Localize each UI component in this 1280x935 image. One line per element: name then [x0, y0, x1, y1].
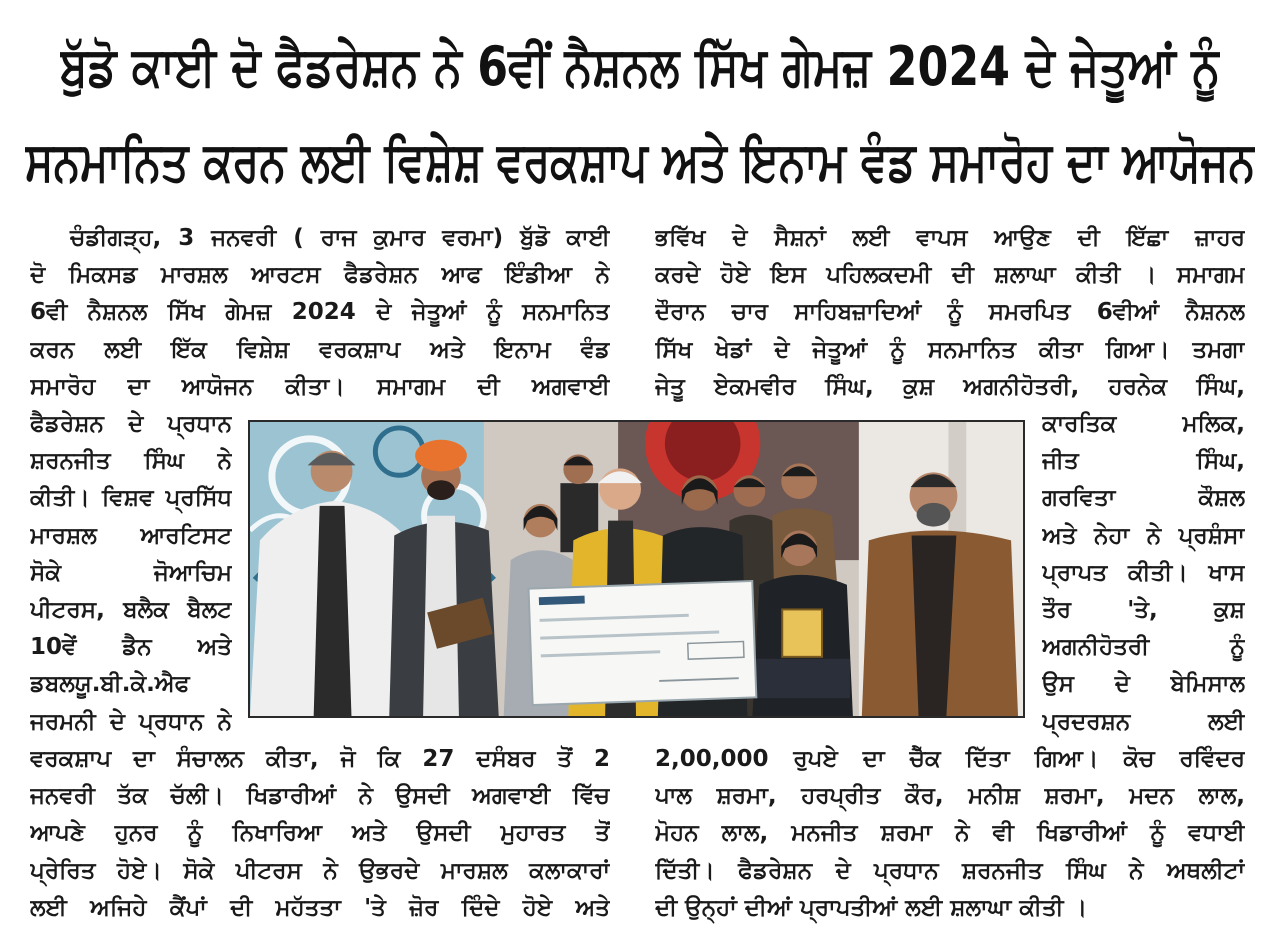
article-line: ਦੋ ਮਿਕਸਡ ਮਾਰਸ਼ਲ ਆਰਟਸ ਫੈਡਰੇਸ਼ਨ ਆਫ ਇੰਡੀਆ ਨੇ — [30, 262, 610, 289]
article-line: ਡਬਲਯੂ.ਬੀ.ਕੇ.ਐਫ — [30, 671, 190, 698]
article-line: ਕੀਤੀ। ਵਿਸ਼ਵ ਪ੍ਰਸਿੱਧ — [30, 485, 232, 512]
right-column-bottom — [655, 741, 1245, 927]
article-line: ਭਵਿੱਖ ਦੇ ਸੈਸ਼ਨਾਂ ਲਈ ਵਾਪਸ ਆਉਣ ਦੀ ਇੱਛਾ ਜ਼ਾਹਰ — [655, 225, 1245, 251]
article-line: ਦੌਰਾਨ ਚਾਰ ਸਾਹਿਬਜ਼ਾਦਿਆਂ ਨੂੰ ਸਮਰਪਿਤ 6ਵੀਆਂ ਨੈਸ਼ਨਲ — [655, 299, 1245, 326]
article-line: ਲਈ ਅਜਿਹੇ ਕੈਂਪਾਂ ਦੀ ਮਹੱਤਤਾ 'ਤੇ ਜ਼ੋਰ ਦਿੰਦੇ ਹੋਏ ਅਤੇ — [30, 894, 610, 921]
article-line: ਮੋਹਨ ਲਾਲ, ਮਨਜੀਤ ਸ਼ਰਮਾ ਨੇ ਵੀ ਖਿਡਾਰੀਆਂ ਨੂੰ ਵਧਾਈ — [655, 820, 1245, 847]
article-line: ਪ੍ਰਾਪਤ ਕੀਤੀ। ਖਾਸ — [1042, 559, 1245, 586]
article-line: ਸਮਾਰੋਹ ਦਾ ਆਯੋਜਨ ਕੀਤਾ। ਸਮਾਗਮ ਦੀ ਅਗਵਾਈ — [30, 373, 610, 400]
left-column-wrap — [30, 406, 232, 741]
article-line-last: ਦੀ ਉਨ੍ਹਾਂ ਦੀਆਂ ਪ੍ਰਾਪਤੀਆਂ ਲਈ ਸ਼ਲਾਘਾ ਕੀਤੀ । — [655, 894, 1088, 921]
article-line: ਫੈਡਰੇਸ਼ਨ ਦੇ ਪ੍ਰਧਾਨ — [30, 411, 232, 437]
article-line: ਜਨਵਰੀ ਤੱਕ ਚੱਲੀ। ਖਿਡਾਰੀਆਂ ਨੇ ਉਸਦੀ ਅਗਵਾਈ ਵਿੱਚ — [30, 783, 610, 810]
article-line: ਪੀਟਰਸ, ਬਲੈਕ ਬੈਲਟ — [30, 596, 232, 623]
article-line: ਕਰਦੇ ਹੋਏ ਇਸ ਪਹਿਲਕਦਮੀ ਦੀ ਸ਼ਲਾਘਾ ਕੀਤੀ । ਸਮਾਗਮ — [655, 262, 1245, 289]
right-column-wrap — [1042, 406, 1245, 741]
article-line: 2,00,000 ਰੁਪਏ ਦਾ ਚੈੱਕ ਦਿੱਤਾ ਗਿਆ। ਕੋਚ ਰਵਿੰਦਰ — [655, 746, 1245, 772]
photo-illustration — [250, 422, 1023, 716]
article-line: ਪਾਲ ਸ਼ਰਮਾ, ਹਰਪ੍ਰੀਤ ਕੌਰ, ਮਨੀਸ਼ ਸ਼ਰਮਾ, ਮਦਨ ਲਾਲ, — [655, 783, 1245, 810]
article-line: ਆਪਣੇ ਹੁਨਰ ਨੂੰ ਨਿਖਾਰਿਆ ਅਤੇ ਉਸਦੀ ਮੁਹਾਰਤ ਤੋਂ — [30, 820, 610, 847]
article-line: 10ਵੇਂ ਡੈਨ ਅਤੇ — [30, 634, 232, 661]
article-line: 6ਵੀ ਨੈਸ਼ਨਲ ਸਿੱਖ ਗੇਮਜ਼ 2024 ਦੇ ਜੇਤੂਆਂ ਨੂੰ ਸਨਮਾਨਿਤ — [30, 299, 610, 326]
article-line: ਜੀਤ ਸਿੰਘ, — [1042, 448, 1245, 475]
news-photo — [248, 420, 1025, 718]
article-line: ਗਰਵਿਤਾ ਕੌਸ਼ਲ — [1042, 485, 1245, 512]
article-line: ਜਰਮਨੀ ਦੇ ਪ੍ਰਧਾਨ ਨੇ — [30, 708, 232, 735]
right-column-top — [655, 220, 1245, 406]
article-line: ਕਰਨ ਲਈ ਇੱਕ ਵਿਸ਼ੇਸ਼ ਵਰਕਸ਼ਾਪ ਅਤੇ ਇਨਾਮ ਵੰਡ — [30, 336, 610, 363]
article-line: ਜੇਤੂ ਏਕਮਵੀਰ ਸਿੰਘ, ਕੁਸ਼ ਅਗਨੀਹੋਤਰੀ, ਹਰਨੇਕ ਸਿੰਘ, — [655, 373, 1245, 400]
award-plaque — [782, 609, 822, 656]
article-line: ਸੋਕੇ ਜੋਆਚਿਮ — [30, 559, 232, 586]
article-line: ਕਾਰਤਿਕ ਮਲਿਕ, — [1042, 411, 1245, 437]
article-line: ਤੌਰ 'ਤੇ, ਕੁਸ਼ — [1042, 596, 1245, 623]
headline-line-1 — [60, 31, 1220, 103]
article-line: ਪ੍ਰਦਰਸ਼ਨ ਲਈ — [1042, 708, 1245, 735]
article-line: ਉਸ ਦੇ ਬੇਮਿਸਾਲ — [1042, 671, 1245, 698]
article-line: ਵਰਕਸ਼ਾਪ ਦਾ ਸੰਚਾਲਨ ਕੀਤਾ, ਜੋ ਕਿ 27 ਦਸੰਬਰ ਤੋਂ 2 — [30, 746, 610, 772]
article-line: ਸ਼ਰਨਜੀਤ ਸਿੰਘ ਨੇ — [30, 448, 232, 475]
article-line: ਪ੍ਰੇਰਿਤ ਹੋਏ। ਸੋਕੇ ਪੀਟਰਸ ਨੇ ਉਭਰਦੇ ਮਾਰਸ਼ਲ ਕਲਾਕਾਰਾਂ — [30, 857, 610, 884]
left-column-top — [30, 220, 610, 406]
headline-line-2 — [25, 126, 1255, 198]
article-line: ਅਗਨੀਹੋਤਰੀ ਨੂੰ — [1042, 634, 1245, 661]
article-line: ਅਤੇ ਨੇਹਾ ਨੇ ਪ੍ਰਸ਼ੰਸਾ — [1042, 522, 1245, 549]
article-line-dateline: ਚੰਡੀਗੜ੍ਹ, 3 ਜਨਵਰੀ ( ਰਾਜ ਕੁਮਾਰ ਵਰਮਾ) ਬੁੱਡੋ ਕਾਈ — [70, 225, 610, 251]
article-line: ਦਿੱਤੀ। ਫੈਡਰੇਸ਼ਨ ਦੇ ਪ੍ਰਧਾਨ ਸ਼ਰਨਜੀਤ ਸਿੰਘ ਨੇ ਅਥਲੀਟਾਂ — [655, 857, 1245, 884]
headline-text: ਬੁੱਡੋ ਕਾਈ ਦੋ ਫੈਡਰੇਸ਼ਨ ਨੇ 6ਵੀਂ ਨੈਸ਼ਨਲ ਸਿੱਖ ਗੇਮਜ਼ 2024 ਦੇ ਜੇਤੂਆਂ ਨੂੰ — [60, 35, 1220, 98]
headline-text: ਸਨਮਾਨਿਤ ਕਰਨ ਲਈ ਵਿਸ਼ੇਸ਼ ਵਰਕਸ਼ਾਪ ਅਤੇ ਇਨਾਮ ਵੰਡ ਸਮਾਰੋਹ ਦਾ ਆਯੋਜਨ — [25, 130, 1255, 193]
article-line: ਮਾਰਸ਼ਲ ਆਰਟਿਸਟ — [30, 522, 232, 549]
article-line: ਸਿੱਖ ਖੇਡਾਂ ਦੇ ਜੇਤੂਆਂ ਨੂੰ ਸਨਮਾਨਿਤ ਕੀਤਾ ਗਿਆ। ਤਮਗਾ — [655, 336, 1245, 363]
left-column-bottom — [30, 741, 610, 927]
large-cheque — [529, 581, 757, 705]
